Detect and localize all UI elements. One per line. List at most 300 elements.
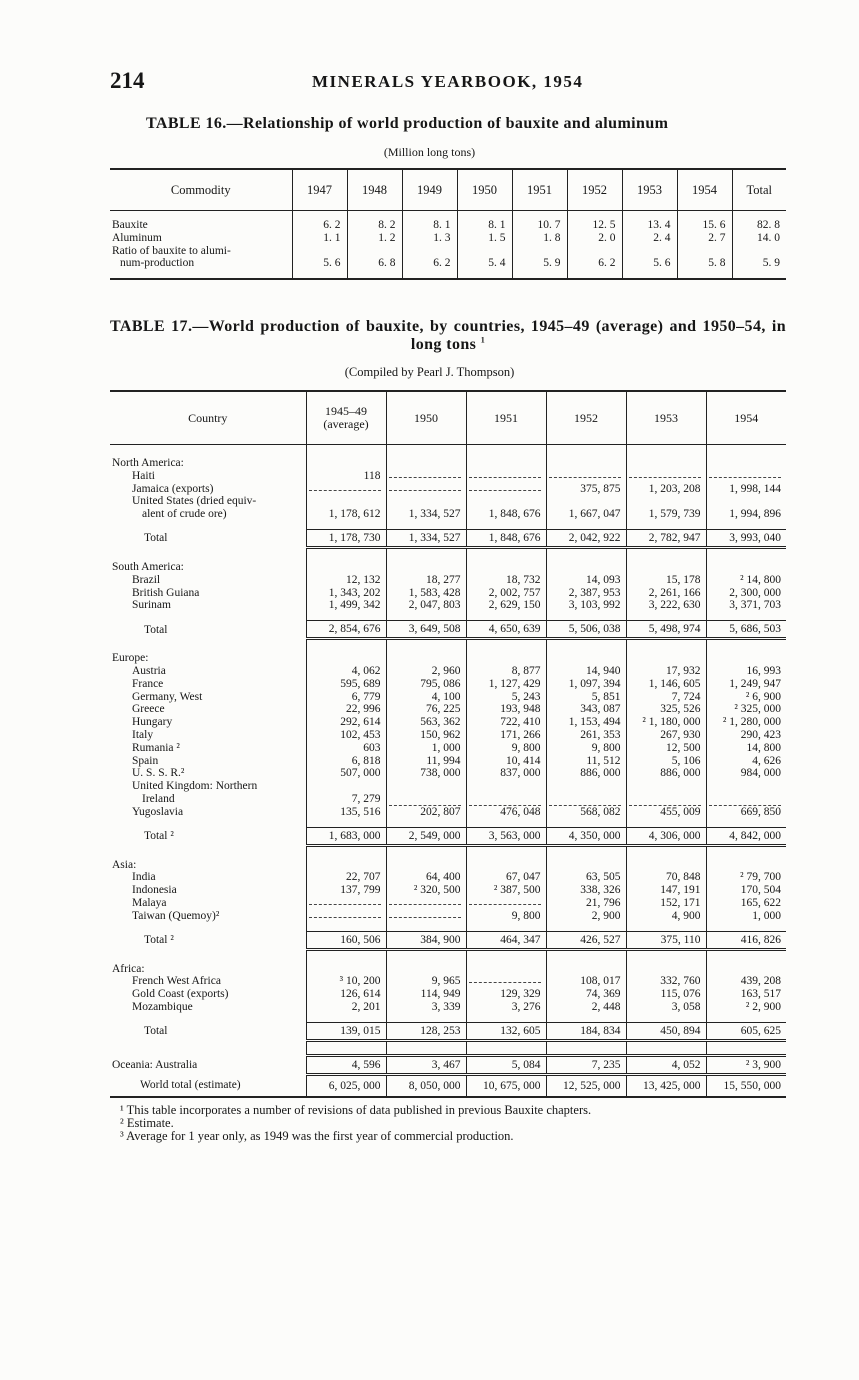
value-cell: 1. 1 [292,232,347,245]
value-text: 14, 093 [586,573,621,586]
value-text: 1, 203, 208 [648,482,701,495]
value-cell [466,1022,546,1040]
value-cell [386,931,466,949]
empty-dash [469,975,541,983]
spacer-cell [706,445,786,458]
spacer-cell [546,561,626,574]
country-row [110,806,786,819]
country-label-line: Hungary [132,716,173,729]
country-label [110,495,306,521]
spacer-row [110,547,786,561]
spacer-cell [626,923,706,932]
value-cell [466,483,546,496]
spacer-cell [110,547,306,561]
value-cell: 2. 7 [677,232,732,245]
spacer-cell [386,457,466,470]
country-label-line: Italy [132,728,154,741]
value-text: 22, 996 [346,703,381,716]
empty-dash [709,798,782,806]
value-text: 261, 353 [580,728,621,741]
spacer-cell [626,1014,706,1023]
value-text: 2, 002, 757 [488,586,541,599]
spacer-cell [466,561,546,574]
spacer-cell [706,561,786,574]
value-cell: 15. 6 [677,219,732,232]
country-row [110,470,786,483]
spacer-cell [512,270,567,279]
value-cell [386,742,466,755]
empty-dash [389,483,461,491]
value-cell [706,767,786,780]
value-cell [706,587,786,600]
spacer-cell [466,639,546,653]
spacer-cell [626,859,706,872]
spacer-cell [706,859,786,872]
column-header-1954: 1954 [677,169,732,211]
country-row [110,574,786,587]
value-cell [546,931,626,949]
country-label-line: Jamaica (exports) [132,482,214,495]
value-text: 193, 948 [500,703,541,716]
column-header-1947: 1947 [292,169,347,211]
value-cell [466,975,546,988]
spacer-row [110,845,786,859]
value-text: 3, 371, 703 [729,599,781,612]
table16 [110,168,786,280]
spacer-cell [110,270,292,279]
value-cell [386,827,466,845]
value-cell [626,574,706,587]
value-cell [626,871,706,884]
value-text: 1, 499, 342 [328,599,381,612]
spacer-cell [386,652,466,665]
country-label-line: United States (dried equiv- [132,495,257,508]
spacer-cell [386,1040,466,1055]
value-text: 3, 103, 992 [568,599,621,612]
value-text: 15, 178 [666,573,701,586]
country-row [110,884,786,897]
spacer-cell [546,652,626,665]
spacer-cell [466,923,546,932]
region-name: Africa: [112,962,145,975]
value-cell [626,1022,706,1040]
spacer-row [110,211,786,220]
value-cell [706,897,786,910]
value-cell [386,988,466,1001]
value-text: 5, 243 [511,690,541,703]
value-cell [386,621,466,639]
spacer-cell [306,561,386,574]
table17-title-text: TABLE 17.—World production of bauxite, by countries, 1945–49 (average) and 1950–54, in long tons [110,318,786,353]
value-text: 115, 076 [660,988,701,1001]
spacer-cell [546,1040,626,1055]
value-cell [626,665,706,678]
value-cell [706,975,786,988]
spacer-cell [110,445,306,458]
value-text: 4, 062 [351,664,381,677]
value-cell [386,1074,466,1097]
value-text: 74, 369 [586,988,621,1001]
country-label [110,988,306,1001]
value-cell [466,897,546,910]
value-text: 5, 851 [591,690,621,703]
country-label-line: Taiwan (Quemoy)² [132,909,220,922]
value-text: 795, 086 [420,677,461,690]
empty-dash [629,798,701,806]
value-text: 9, 800 [511,909,541,922]
spacer-cell [306,845,386,859]
value-text: 3, 339 [431,1000,461,1013]
value-cell [706,742,786,755]
value-cell [546,703,626,716]
value-cell [466,678,546,691]
empty-dash [389,470,461,478]
region-name: South America: [112,560,184,573]
value-cell [626,767,706,780]
value-cell [466,691,546,704]
country-row [110,742,786,755]
value-cell [626,827,706,845]
value-cell [466,587,546,600]
value-cell [626,691,706,704]
value-cell [706,1022,786,1040]
value-text: 450, 894 [660,1024,701,1037]
region-header-row [110,457,786,470]
value-cell [386,587,466,600]
column-header-1952: 1952 [567,169,622,211]
value-cell [466,574,546,587]
value-text: 108, 017 [580,975,621,988]
country-label-line: Spain [132,754,159,767]
value-text: 605, 625 [740,1024,781,1037]
column-header-1954: 1954 [706,391,786,445]
empty-dash [309,483,381,491]
value-text: 2, 387, 953 [568,586,621,599]
value-cell [546,1022,626,1040]
spacer-cell [466,1014,546,1023]
value-cell: 14. 0 [732,232,786,245]
table16-row [110,245,786,271]
region-name: Asia: [112,858,137,871]
value-text: 1, 667, 047 [568,508,621,521]
spacer-cell [567,270,622,279]
value-text: 184, 834 [580,1024,621,1037]
value-text: 603 [363,741,381,754]
page-number: 214 [110,68,145,93]
country-label [110,470,306,483]
spacer-cell [110,819,306,828]
spacer-cell [110,521,306,530]
value-cell [386,495,466,521]
country-label [110,1001,306,1014]
value-cell [706,621,786,639]
value-cell [306,1055,386,1074]
value-cell [306,665,386,678]
value-text: 1, 343, 202 [328,586,381,599]
spacer-cell [626,1040,706,1055]
spacer-cell [466,1040,546,1055]
value-cell [466,1055,546,1074]
value-cell [466,716,546,729]
value-cell: 1. 3 [402,232,457,245]
value-text: 1, 127, 429 [488,677,541,690]
value-text: ² 79, 700 [740,871,781,884]
value-cell [466,806,546,819]
spacer-row [110,1014,786,1023]
spacer-cell [622,270,677,279]
value-cell [306,755,386,768]
country-label-line: British Guiana [132,586,200,599]
column-header-1953: 1953 [622,169,677,211]
value-text: 4, 350, 000 [568,829,621,842]
value-text: 6, 818 [351,754,381,767]
value-text: 3, 649, 508 [408,623,461,636]
empty-dash [389,897,461,905]
value-cell [466,827,546,845]
value-text: 8, 877 [511,664,541,677]
spacer-cell [386,845,466,859]
spacer-cell [347,211,402,220]
value-cell [546,691,626,704]
spacer-cell [626,963,706,976]
value-cell: 82. 8 [732,219,786,232]
value-cell [546,871,626,884]
value-cell [306,931,386,949]
value-text: 6, 779 [351,690,381,703]
value-cell [306,827,386,845]
value-text: 2, 960 [431,664,461,677]
value-cell [706,703,786,716]
value-text: 439, 208 [740,975,781,988]
total-label: Total [144,623,168,636]
value-text: 3, 993, 040 [729,531,781,544]
value-cell [386,678,466,691]
value-cell [706,574,786,587]
empty-dash [469,470,541,478]
value-cell [626,755,706,768]
country-label [110,910,306,923]
value-cell [546,806,626,819]
oceania-label: Oceania: Australia [112,1058,198,1071]
total-label: Total ² [144,934,174,947]
value-text: 64, 400 [426,871,461,884]
value-text: 17, 932 [666,664,701,677]
oceania-row [110,1055,786,1074]
spacer-cell [402,211,457,220]
value-cell [546,897,626,910]
value-cell [306,483,386,496]
column-header-1953: 1953 [626,391,706,445]
value-cell [386,703,466,716]
value-cell [546,470,626,483]
value-text: 886, 000 [580,767,621,780]
value-text: 15, 550, 000 [723,1079,781,1092]
row-label [110,219,292,232]
value-cell [546,574,626,587]
value-text: ² 3, 900 [745,1058,781,1071]
value-cell [706,599,786,612]
spacer-cell [466,845,546,859]
country-row [110,599,786,612]
value-cell [626,621,706,639]
spacer-row [110,949,786,963]
value-cell [466,599,546,612]
value-cell [306,587,386,600]
spacer-cell [110,923,306,932]
value-text: 13, 425, 000 [643,1079,701,1092]
value-text: 18, 732 [506,573,541,586]
value-cell [386,529,466,547]
value-text: 147, 191 [660,884,701,897]
value-cell [466,665,546,678]
value-cell [386,599,466,612]
value-cell [386,755,466,768]
country-label-line: India [132,871,156,884]
value-text: 4, 306, 000 [648,829,701,842]
country-label [110,587,306,600]
country-label [110,780,306,806]
spacer-cell [546,612,626,621]
value-text: 1, 848, 676 [488,531,541,544]
value-cell [306,884,386,897]
column-header-1949: 1949 [402,169,457,211]
value-text: 63, 505 [586,871,621,884]
value-text: 1, 334, 527 [408,531,461,544]
spacer-cell [466,819,546,828]
row-label [110,245,292,271]
value-cell [546,529,626,547]
footnote-3: ³ Average for 1 year only, as 1949 was the first year of commercial production. [120,1129,514,1143]
value-cell [706,827,786,845]
value-text: 2, 900 [591,909,621,922]
country-label [110,755,306,768]
country-label-line: United Kingdom: Northern [132,780,258,793]
value-text: 18, 277 [426,573,461,586]
footnotes [120,1104,591,1143]
value-cell [626,780,706,806]
column-header-1951: 1951 [512,169,567,211]
value-text: ² 14, 800 [740,573,781,586]
spacer-cell [546,457,626,470]
value-cell [466,703,546,716]
value-text: 2, 629, 150 [488,599,541,612]
spacer-cell [546,963,626,976]
value-cell [546,1074,626,1097]
spacer-cell [110,1040,306,1055]
country-label-line: Haiti [132,469,155,482]
table17-header-row [110,391,786,445]
value-text: 267, 930 [660,728,701,741]
value-text: 1, 994, 896 [729,508,781,521]
value-text: 455, 009 [660,805,701,818]
value-text: 16, 993 [746,664,781,677]
value-cell [626,931,706,949]
spacer-cell [626,949,706,963]
country-label [110,975,306,988]
value-text: 292, 614 [340,716,381,729]
value-cell [386,884,466,897]
value-cell [706,665,786,678]
spacer-row [110,639,786,653]
value-cell [706,678,786,691]
value-cell [466,767,546,780]
value-cell [626,716,706,729]
value-text: 12, 132 [346,573,381,586]
value-text: 1, 583, 428 [408,586,461,599]
value-cell [706,910,786,923]
column-header-country: Country [110,391,306,445]
value-cell [306,988,386,1001]
spacer-cell [626,612,706,621]
region-total-row [110,529,786,547]
spacer-cell [386,1014,466,1023]
spacer-cell [706,652,786,665]
value-cell [386,871,466,884]
value-cell [706,884,786,897]
value-cell [626,975,706,988]
table17-title-note: 1 [480,335,486,345]
spacer-row [110,1040,786,1055]
country-label-line: Surinam [132,599,171,612]
spacer-cell [386,859,466,872]
country-label [110,884,306,897]
value-cell [626,988,706,1001]
spacer-cell [110,845,306,859]
value-text: 4, 650, 639 [488,623,541,636]
value-cell [466,495,546,521]
value-text: 170, 504 [740,884,781,897]
row-label-line: Ratio of bauxite to alumi- [112,244,231,257]
value-text: 102, 453 [340,728,381,741]
spacer-cell [706,845,786,859]
spacer-row [110,612,786,621]
value-cell [546,729,626,742]
country-row [110,587,786,600]
value-cell [626,729,706,742]
spacer-cell [306,521,386,530]
value-cell [546,767,626,780]
value-cell [306,529,386,547]
country-row [110,755,786,768]
country-row [110,703,786,716]
spacer-cell [457,270,512,279]
value-cell [306,780,386,806]
value-cell [306,599,386,612]
column-header-commodity: Commodity [110,169,292,211]
value-cell: 5. 6 [292,245,347,271]
value-cell [306,703,386,716]
country-label [110,599,306,612]
spacer-cell [706,521,786,530]
value-text: 332, 760 [660,975,701,988]
row-label-line: Aluminum [112,231,162,244]
table16-header-row [110,169,786,211]
value-text: 3, 222, 630 [648,599,701,612]
country-row [110,729,786,742]
country-label [110,742,306,755]
value-cell [626,703,706,716]
country-label-line: Rumania ² [132,741,180,754]
value-cell: 8. 2 [347,219,402,232]
value-text: 669, 850 [740,805,781,818]
value-cell [466,931,546,949]
country-label-line: Yugoslavia [132,805,184,818]
empty-dash [549,798,621,806]
total-label: Total [144,1025,168,1038]
value-text: 722, 410 [500,716,541,729]
empty-dash [709,470,782,478]
column-header-1950: 1950 [457,169,512,211]
